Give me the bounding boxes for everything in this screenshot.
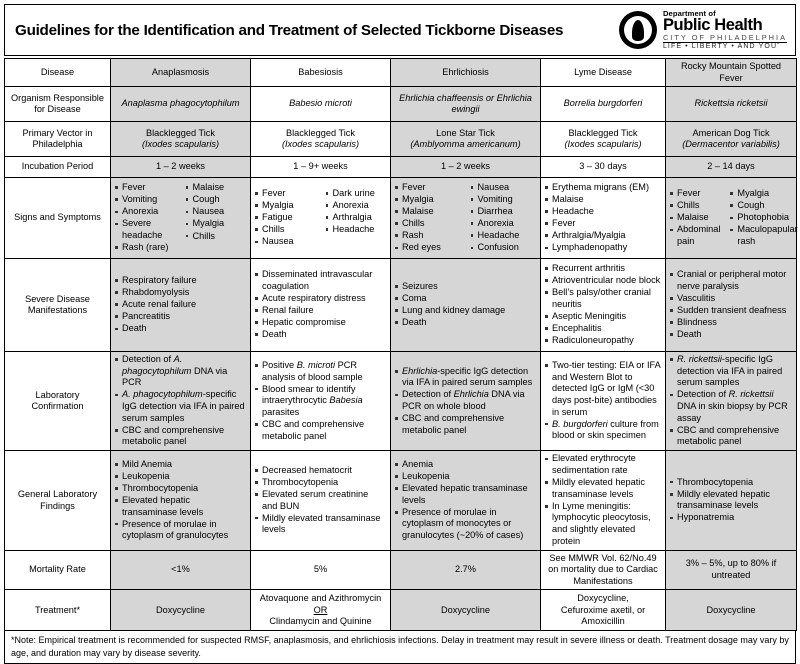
row-label-incubation: Incubation Period bbox=[5, 157, 111, 178]
list-item: CBC and comprehensive metabolic panel bbox=[255, 419, 386, 442]
list-item: In Lyme meningitis: lymphocytic pleocytosis, and slightly elevated protein bbox=[545, 501, 661, 547]
bullet-list bbox=[395, 366, 536, 437]
logo-city-label: CITY OF PHILADELPHIA bbox=[662, 32, 787, 42]
incubation-3: 3 – 30 days bbox=[541, 157, 666, 178]
list-item: Thrombocytopenia bbox=[115, 483, 246, 495]
list-item: Malaise bbox=[670, 212, 720, 224]
list-item: A. phagocytophilum-specific IgG detection via IFA in paired serum samples bbox=[115, 389, 246, 424]
list-item: Nausea bbox=[186, 206, 247, 218]
list-item: Renal failure bbox=[255, 305, 386, 317]
list-item: Detection of R. rickettsii DNA in skin biopsy by PCR assay bbox=[670, 389, 792, 424]
bullet-list bbox=[545, 182, 661, 254]
logo-text-block bbox=[663, 10, 787, 51]
list-item: Mildly elevated hepatic transaminase levels bbox=[545, 477, 661, 500]
list-item: Myalgia bbox=[186, 218, 247, 230]
bullet-list bbox=[115, 275, 246, 335]
treatment-2: Doxycycline bbox=[391, 590, 541, 631]
row-label-signs: Signs and Symptoms bbox=[5, 178, 111, 259]
list-item: Vomiting bbox=[115, 194, 176, 206]
list-item: Cough bbox=[730, 200, 797, 212]
footnote-text: *Note: Empirical treatment is recommended for suspected RMSF, anaplasmosis, and ehrlichiosis infections. Delay in treatment may result in severe illness or death. Treatment dosage may vary by age, and duration may vary by disease severity. bbox=[4, 631, 796, 663]
incubation-2: 1 – 2 weeks bbox=[391, 157, 541, 178]
logo-department-label: Department of bbox=[662, 8, 716, 18]
lab-confirmation-4 bbox=[666, 352, 797, 451]
incubation-1: 1 – 9+ weeks bbox=[251, 157, 391, 178]
list-item: Abdominal pain bbox=[670, 224, 720, 247]
row-label-lab-confirmation: Laboratory Confirmation bbox=[5, 352, 111, 451]
signs-0 bbox=[111, 178, 251, 259]
row-label-mortality: Mortality Rate bbox=[5, 550, 111, 590]
list-item: Chills bbox=[255, 224, 316, 236]
list-item: Mildly elevated transaminase levels bbox=[255, 513, 386, 536]
list-item: Fever bbox=[255, 188, 316, 200]
mortality-4: 3% – 5%, up to 80% if untreated bbox=[666, 550, 797, 590]
list-item: Elevated erythrocyte sedimentation rate bbox=[545, 453, 661, 476]
philadelphia-public-health-logo bbox=[619, 10, 787, 51]
bullet-list bbox=[186, 182, 247, 254]
table-row-signs bbox=[5, 178, 797, 259]
row-label-treatment: Treatment* bbox=[5, 590, 111, 631]
bullet-list bbox=[115, 354, 246, 448]
list-item: Arthralgia/Myalgia bbox=[545, 230, 661, 242]
list-item: Anemia bbox=[395, 459, 536, 471]
list-item: Acute renal failure bbox=[115, 299, 246, 311]
list-item: Chills bbox=[670, 200, 720, 212]
signs-4 bbox=[666, 178, 797, 259]
severe-3 bbox=[541, 259, 666, 352]
list-item: Blood smear to identify intraerythrocytic Babesia parasites bbox=[255, 384, 386, 419]
incubation-0: 1 – 2 weeks bbox=[111, 157, 251, 178]
list-item: Erythema migrans (EM) bbox=[545, 182, 661, 194]
row-label-lab-findings: General Laboratory Findings bbox=[5, 451, 111, 550]
treatment-0: Doxycycline bbox=[111, 590, 251, 631]
row-label-vector: Primary Vector in Philadelphia bbox=[5, 122, 111, 157]
list-item: Cranial or peripheral motor nerve paralysis bbox=[670, 269, 792, 292]
list-item: Headache bbox=[545, 206, 661, 218]
list-item: Detection of A. phagocytophilum DNA via PCR bbox=[115, 354, 246, 389]
list-item: Mild Anemia bbox=[115, 459, 246, 471]
table-row-vector bbox=[5, 122, 797, 157]
list-item: Chills bbox=[186, 231, 247, 243]
lab-confirmation-0 bbox=[111, 352, 251, 451]
city-seal-icon bbox=[619, 11, 657, 49]
list-item: Leukopenia bbox=[395, 471, 536, 483]
severe-4 bbox=[666, 259, 797, 352]
mortality-3: See MMWR Vol. 62/No.49 on mortality due to Cardiac Manifestations bbox=[541, 550, 666, 590]
table-row-lab-findings bbox=[5, 451, 797, 550]
list-item: B. burgdorferi culture from blood or skin specimen bbox=[545, 419, 661, 442]
signs-3 bbox=[541, 178, 666, 259]
table-row-organism bbox=[5, 87, 797, 122]
disease-name-0: Anaplasmosis bbox=[111, 59, 251, 87]
list-item: Presence of morulae in cytoplasm of monocytes or granulocytes (~20% of cases) bbox=[395, 507, 536, 542]
bullet-list bbox=[670, 188, 720, 248]
signs-columns bbox=[395, 182, 536, 255]
row-label-severe: Severe Disease Manifestations bbox=[5, 259, 111, 352]
list-item: CBC and comprehensive metabolic panel bbox=[115, 425, 246, 448]
list-item: Positive B. microti PCR analysis of blood sample bbox=[255, 360, 386, 383]
table-row-treatment bbox=[5, 590, 797, 631]
list-item: Confusion bbox=[471, 242, 537, 254]
list-item: Maculopapular rash bbox=[730, 224, 797, 247]
list-item: Photophobia bbox=[730, 212, 797, 224]
list-item: Fever bbox=[545, 218, 661, 230]
bullet-list bbox=[545, 453, 661, 547]
table-row-mortality bbox=[5, 550, 797, 590]
treatment-3: Doxycycline, Cefuroxime axetil, or Amoxicillin bbox=[541, 590, 666, 631]
list-item: Vasculitis bbox=[670, 293, 792, 305]
list-item: Respiratory failure bbox=[115, 275, 246, 287]
lab-findings-3 bbox=[541, 451, 666, 550]
bullet-list bbox=[545, 263, 661, 347]
list-item: Two-tier testing: EIA or IFA and Western Blot to detected IgG or IgM (<30 days post-bite) antibodies in serum bbox=[545, 360, 661, 418]
bullet-list bbox=[395, 281, 536, 329]
list-item: Bell’s palsy/other cranial neuritis bbox=[545, 287, 661, 310]
bullet-list bbox=[670, 269, 792, 341]
list-item: R. rickettsii-specific IgG detection via IFA in paired serum samples bbox=[670, 354, 792, 389]
list-item: Aseptic Meningitis bbox=[545, 311, 661, 323]
signs-2 bbox=[391, 178, 541, 259]
bullet-list bbox=[115, 182, 176, 254]
bullet-list bbox=[471, 182, 537, 255]
lab-findings-4 bbox=[666, 451, 797, 550]
list-item: Rash (rare) bbox=[115, 242, 176, 254]
list-item: Anorexia bbox=[471, 218, 537, 230]
list-item: Headache bbox=[326, 224, 387, 236]
list-item: Myalgia bbox=[395, 194, 461, 206]
list-item: Lung and kidney damage bbox=[395, 305, 536, 317]
table-row-incubation bbox=[5, 157, 797, 178]
list-item: Cough bbox=[186, 194, 247, 206]
bullet-list bbox=[115, 459, 246, 542]
list-item: Arthralgia bbox=[326, 212, 387, 224]
list-item: Mildly elevated hepatic transaminase levels bbox=[670, 489, 792, 512]
list-item: Hyponatremia bbox=[670, 512, 792, 524]
list-item: Detection of Ehrlichia DNA via PCR on whole blood bbox=[395, 389, 536, 412]
list-item: Thrombocytopenia bbox=[670, 477, 792, 489]
list-item: Radiculoneuropathy bbox=[545, 335, 661, 347]
table-row-lab-confirmation bbox=[5, 352, 797, 451]
list-item: Rhabdomyolysis bbox=[115, 287, 246, 299]
list-item: Recurrent arthritis bbox=[545, 263, 661, 275]
list-item: Malaise bbox=[395, 206, 461, 218]
list-item: Fever bbox=[395, 182, 461, 194]
severe-0 bbox=[111, 259, 251, 352]
bullet-list bbox=[255, 269, 386, 341]
list-item: Fever bbox=[670, 188, 720, 200]
treatment-1: Atovaquone and Azithromycin OR Clindamycin and Quinine bbox=[251, 590, 391, 631]
vector-0: Blacklegged Tick (Ixodes scapularis) bbox=[111, 122, 251, 157]
list-item: Malaise bbox=[186, 182, 247, 194]
list-item: Vomiting bbox=[471, 194, 537, 206]
page-title: Guidelines for the Identification and Treatment of Selected Tickborne Diseases bbox=[15, 21, 564, 39]
bullet-list bbox=[255, 360, 386, 442]
severe-1 bbox=[251, 259, 391, 352]
lab-findings-0 bbox=[111, 451, 251, 550]
organism-1: Babesio microti bbox=[251, 87, 391, 122]
bullet-list bbox=[255, 188, 316, 248]
list-item: Anorexia bbox=[326, 200, 387, 212]
logo-name-label: Public Health bbox=[662, 16, 763, 35]
list-item: Seizures bbox=[395, 281, 536, 293]
organism-4: Rickettsia ricketsii bbox=[666, 87, 797, 122]
list-item: Encephalitis bbox=[545, 323, 661, 335]
list-item: Elevated serum creatinine and BUN bbox=[255, 489, 386, 512]
vector-2: Lone Star Tick (Amblyomma americanum) bbox=[391, 122, 541, 157]
disease-name-4: Rocky Mountain Spotted Fever bbox=[666, 59, 797, 87]
lab-findings-2 bbox=[391, 451, 541, 550]
list-item: Fatigue bbox=[255, 212, 316, 224]
list-item: Hepatic compromise bbox=[255, 317, 386, 329]
row-label-disease: Disease bbox=[5, 59, 111, 87]
list-item: Myalgia bbox=[255, 200, 316, 212]
list-item: Myalgia bbox=[730, 188, 797, 200]
list-item: Acute respiratory distress bbox=[255, 293, 386, 305]
signs-columns bbox=[255, 188, 386, 248]
bullet-list bbox=[395, 182, 461, 255]
list-item: Fever bbox=[115, 182, 176, 194]
list-item: Death bbox=[670, 329, 792, 341]
vector-1: Blacklegged Tick (Ixodes scapularis) bbox=[251, 122, 391, 157]
list-item: Death bbox=[115, 323, 246, 335]
row-label-organism: Organism Responsible for Disease bbox=[5, 87, 111, 122]
list-item: Elevated hepatic transaminase levels bbox=[115, 495, 246, 518]
bullet-list bbox=[545, 360, 661, 442]
list-item: Malaise bbox=[545, 194, 661, 206]
bullet-list bbox=[730, 188, 797, 248]
list-item: Chills bbox=[395, 218, 461, 230]
list-item: Diarrhea bbox=[471, 206, 537, 218]
list-item: Death bbox=[255, 329, 386, 341]
list-item: CBC and comprehensive metabolic panel bbox=[395, 413, 536, 436]
lab-findings-1 bbox=[251, 451, 391, 550]
vector-3: Blacklegged Tick (Ixodes scapularis) bbox=[541, 122, 666, 157]
list-item: Rash bbox=[395, 230, 461, 242]
disease-name-3: Lyme Disease bbox=[541, 59, 666, 87]
mortality-0: <1% bbox=[111, 550, 251, 590]
signs-1 bbox=[251, 178, 391, 259]
signs-columns bbox=[670, 188, 798, 248]
table-row-disease bbox=[5, 59, 797, 87]
tickborne-diseases-table bbox=[4, 58, 797, 631]
signs-columns bbox=[115, 182, 246, 254]
disease-name-2: Ehrlichiosis bbox=[391, 59, 541, 87]
logo-tagline-label: LIFE • LIBERTY • AND YOUˮ bbox=[662, 43, 781, 51]
list-item: Death bbox=[395, 317, 536, 329]
lab-confirmation-1 bbox=[251, 352, 391, 451]
vector-4: American Dog Tick (Dermacentor variabilis) bbox=[666, 122, 797, 157]
list-item: Nausea bbox=[255, 236, 316, 248]
list-item: Sudden transient deafness bbox=[670, 305, 792, 317]
mortality-2: 2.7% bbox=[391, 550, 541, 590]
list-item: Coma bbox=[395, 293, 536, 305]
organism-3: Borrelia burgdorferi bbox=[541, 87, 666, 122]
list-item: Leukopenia bbox=[115, 471, 246, 483]
list-item: Disseminated intravascular coagulation bbox=[255, 269, 386, 292]
list-item: Headache bbox=[471, 230, 537, 242]
list-item: Atrioventricular node block bbox=[545, 275, 661, 287]
disease-name-1: Babesiosis bbox=[251, 59, 391, 87]
list-item: Elevated hepatic transaminase levels bbox=[395, 483, 536, 506]
list-item: Decreased hematocrit bbox=[255, 465, 386, 477]
severe-2 bbox=[391, 259, 541, 352]
list-item: Lymphadenopathy bbox=[545, 242, 661, 254]
incubation-4: 2 – 14 days bbox=[666, 157, 797, 178]
organism-2: Ehrlichia chaffeensis or Ehrlichia ewingii bbox=[391, 87, 541, 122]
bullet-list bbox=[326, 188, 387, 248]
list-item: Dark urine bbox=[326, 188, 387, 200]
list-item: Blindness bbox=[670, 317, 792, 329]
lab-confirmation-2 bbox=[391, 352, 541, 451]
list-item: Thrombocytopenia bbox=[255, 477, 386, 489]
bullet-list bbox=[670, 354, 792, 448]
list-item: Ehrlichia-specific IgG detection via IFA in paired serum samples bbox=[395, 366, 536, 389]
mortality-1: 5% bbox=[251, 550, 391, 590]
list-item: Severe headache bbox=[115, 218, 176, 241]
bullet-list bbox=[255, 465, 386, 536]
list-item: Nausea bbox=[471, 182, 537, 194]
list-item: Anorexia bbox=[115, 206, 176, 218]
list-item: CBC and comprehensive metabolic panel bbox=[670, 425, 792, 448]
bullet-list bbox=[395, 459, 536, 542]
bullet-list bbox=[670, 477, 792, 524]
organism-0: Anaplasma phagocytophilum bbox=[111, 87, 251, 122]
list-item: Pancreatitis bbox=[115, 311, 246, 323]
treatment-4: Doxycycline bbox=[666, 590, 797, 631]
list-item: Presence of morulae in cytoplasm of granulocytes bbox=[115, 519, 246, 542]
document-header bbox=[4, 4, 796, 56]
table-row-severe bbox=[5, 259, 797, 352]
lab-confirmation-3 bbox=[541, 352, 666, 451]
list-item: Red eyes bbox=[395, 242, 461, 254]
